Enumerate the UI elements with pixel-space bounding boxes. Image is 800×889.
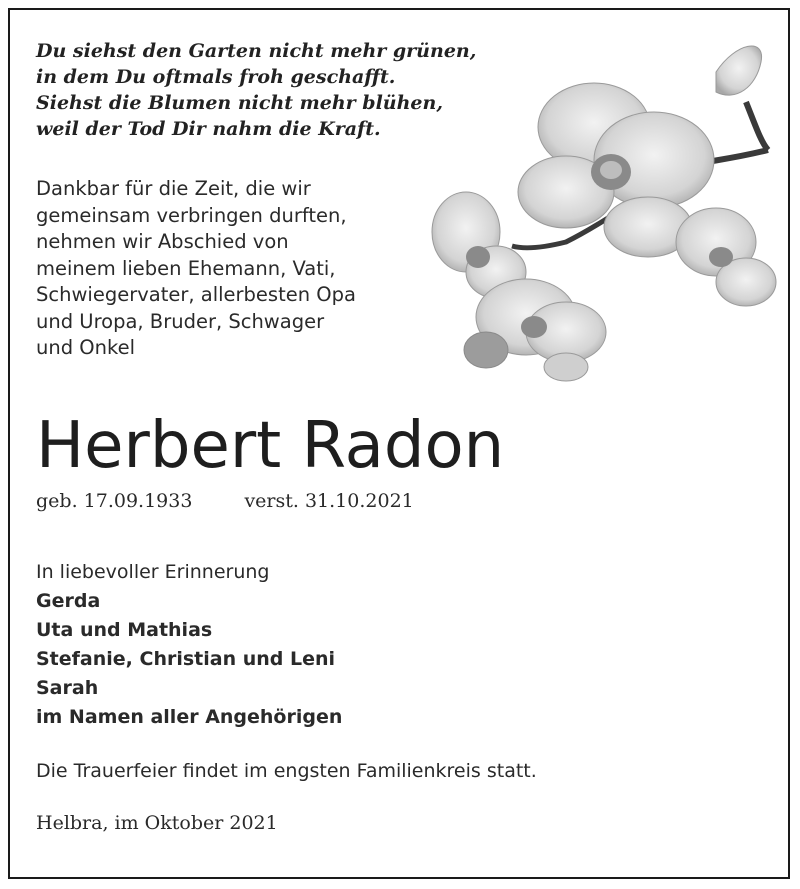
poem-line: in dem Du oftmals froh geschafft. bbox=[36, 66, 396, 88]
orchid-icon bbox=[416, 32, 786, 392]
mourner-name: Uta und Mathias bbox=[36, 619, 213, 641]
birth-date: geb. 17.09.1933 bbox=[36, 490, 193, 512]
poem-line: Siehst die Blumen nicht mehr blühen, bbox=[36, 92, 443, 114]
death-date: verst. 31.10.2021 bbox=[244, 490, 414, 512]
ceremony-note: Die Trauerfeier findet im engsten Familienkreis statt. bbox=[36, 760, 537, 782]
mourner-name: im Namen aller Angehörigen bbox=[36, 706, 343, 728]
poem bbox=[36, 38, 476, 142]
deceased-name: Herbert Radon bbox=[36, 409, 505, 483]
intro-line: und Uropa, Bruder, Schwager bbox=[36, 309, 325, 333]
mourner-name: Sarah bbox=[36, 677, 99, 699]
poem-line: weil der Tod Dir nahm die Kraft. bbox=[36, 118, 381, 140]
obituary-card bbox=[8, 8, 790, 879]
intro-line: meinem lieben Ehemann, Vati, bbox=[36, 256, 336, 280]
intro-line: Dankbar für die Zeit, die wir bbox=[36, 177, 311, 200]
intro-text bbox=[36, 176, 356, 362]
place-date: Helbra, im Oktober 2021 bbox=[36, 812, 278, 834]
life-dates bbox=[36, 488, 414, 514]
memory-intro: In liebevoller Erinnerung bbox=[36, 561, 270, 583]
mourner-name: Stefanie, Christian und Leni bbox=[36, 648, 336, 670]
mourner-name: Gerda bbox=[36, 590, 101, 612]
mourners-block bbox=[36, 558, 342, 732]
intro-line: gemeinsam verbringen durften, bbox=[36, 203, 347, 227]
intro-line: Schwiegervater, allerbesten Opa bbox=[36, 283, 356, 306]
intro-line: und Onkel bbox=[36, 336, 136, 359]
poem-line: Du siehst den Garten nicht mehr grünen, bbox=[36, 40, 477, 62]
intro-line: nehmen wir Abschied von bbox=[36, 230, 289, 253]
